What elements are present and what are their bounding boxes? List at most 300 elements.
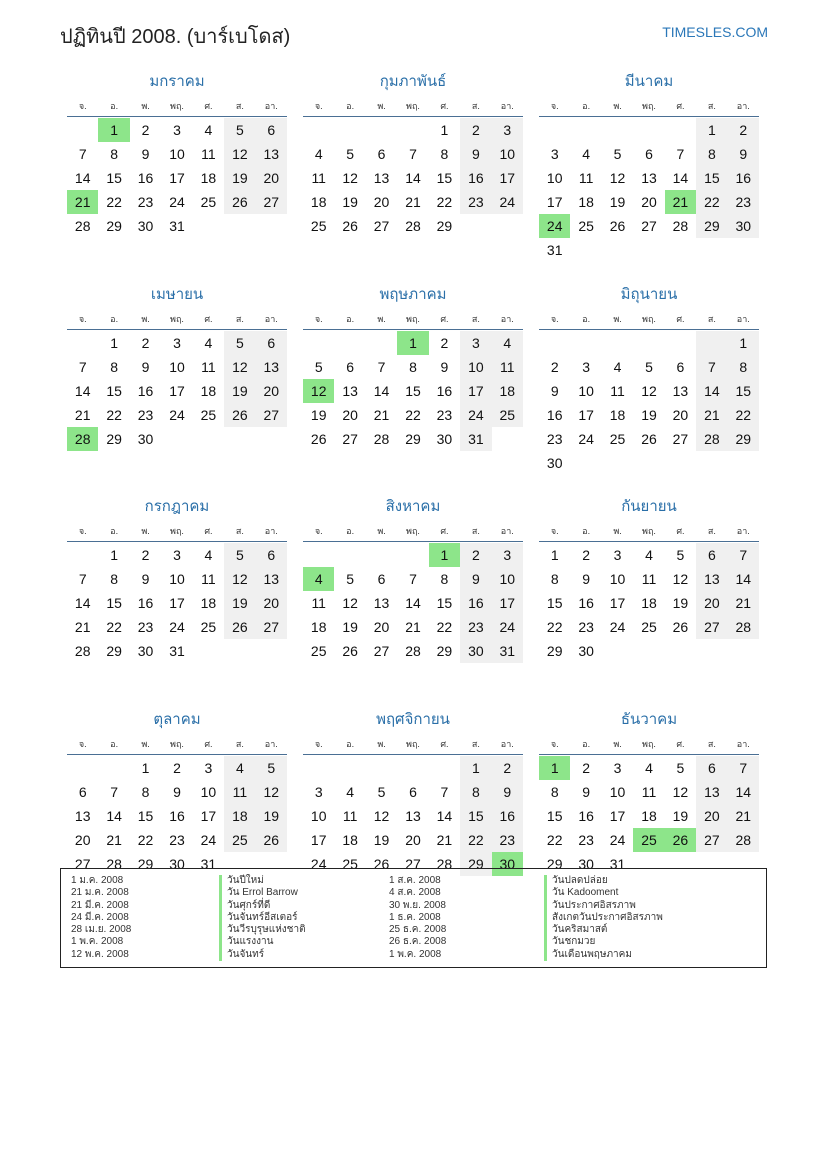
day-cell: 26 <box>342 218 358 234</box>
day-cell: 29 <box>106 430 122 447</box>
day-cell: 17 <box>310 831 327 848</box>
day-cell: 1 <box>460 756 491 780</box>
day-cell: 19 <box>672 595 689 611</box>
day-cell: 6 <box>256 118 287 142</box>
day-cell: 16 <box>546 406 563 423</box>
weekday-label: ส. <box>235 526 244 536</box>
day-cell: 29 <box>405 430 421 447</box>
day-cell: 22 <box>106 194 122 210</box>
day-cell: 4 <box>645 759 653 776</box>
weekday-label: อา. <box>736 313 750 324</box>
day-cell: 27 <box>342 430 358 447</box>
day-cell: 23 <box>460 190 491 214</box>
day-cell: 16 <box>492 804 523 828</box>
day-cell: 21 <box>74 619 91 635</box>
day-cell: 29 <box>728 427 759 451</box>
day-cell: 1 <box>397 331 428 355</box>
day-cell: 3 <box>613 547 622 563</box>
day-cell: 13 <box>74 807 91 824</box>
weekday-label: อา. <box>264 101 278 111</box>
weekday-label: จ. <box>78 526 87 536</box>
day-cell: 9 <box>582 571 591 587</box>
day-cell: 11 <box>201 571 216 587</box>
empty-cell <box>366 331 397 355</box>
day-cell: 30 <box>492 852 523 876</box>
holiday-name: วัน Errol Barrow <box>219 887 306 899</box>
day-cell: 13 <box>256 567 287 591</box>
month-block <box>67 68 287 281</box>
day-cell: 1 <box>98 118 129 142</box>
day-cell: 22 <box>436 619 453 635</box>
day-cell: 11 <box>641 783 657 800</box>
day-cell: 26 <box>641 430 657 447</box>
day-cell: 30 <box>436 430 453 447</box>
day-cell: 31 <box>546 242 563 258</box>
day-cell: 20 <box>696 591 727 615</box>
day-cell: 8 <box>728 355 759 379</box>
weekday-header <box>303 96 523 117</box>
weekday-label: พฤ. <box>170 313 184 324</box>
empty-cell <box>67 756 98 780</box>
day-cell: 25 <box>609 430 626 447</box>
day-cell: 23 <box>578 831 594 848</box>
holiday-date: 21 มี.ค. 2008 <box>71 899 129 911</box>
day-cell: 7 <box>409 571 417 587</box>
empty-cell <box>303 543 334 567</box>
holiday-name: วันแรงงาน <box>219 936 306 948</box>
day-cell: 19 <box>310 406 327 423</box>
day-cell: 5 <box>676 759 685 776</box>
weekday-header <box>67 309 287 330</box>
month-name: ตุลาคม <box>153 710 201 728</box>
day-cell: 3 <box>460 331 491 355</box>
month-name: มีนาคม <box>624 73 674 90</box>
day-cell: 21 <box>696 403 727 427</box>
month-name: สิงหาคม <box>385 498 441 515</box>
day-cell: 22 <box>728 403 759 427</box>
day-cell: 13 <box>696 780 727 804</box>
holiday-date: 24 มี.ค. 2008 <box>71 911 129 923</box>
empty-cell <box>696 331 727 355</box>
weekday-label: พ. <box>141 738 150 749</box>
month-name: มกราคม <box>149 73 205 90</box>
weekday-header <box>539 309 759 330</box>
day-cell: 5 <box>613 146 622 162</box>
day-cell: 20 <box>672 406 689 423</box>
weekday-label: จ. <box>78 738 87 749</box>
day-cell: 24 <box>169 619 185 635</box>
day-cell: 31 <box>169 218 185 234</box>
day-cell: 27 <box>672 430 689 447</box>
day-cell: 16 <box>436 382 453 399</box>
day-cell: 31 <box>200 855 217 872</box>
day-cell: 29 <box>436 643 453 659</box>
day-cell: 1 <box>429 543 460 567</box>
weekday-label: ส. <box>707 313 716 324</box>
day-cell: 20 <box>696 804 727 828</box>
day-cell: 9 <box>550 382 559 399</box>
weekday-label: พฤ. <box>642 101 656 111</box>
day-cell: 12 <box>224 355 255 379</box>
weekday-label: พฤ. <box>406 526 420 536</box>
months-grid <box>67 68 760 918</box>
day-cell: 11 <box>578 170 594 186</box>
day-cell: 17 <box>578 406 594 423</box>
month-block <box>303 281 523 494</box>
day-cell: 12 <box>342 595 358 611</box>
weekday-label: พ. <box>613 738 622 749</box>
day-cell: 30 <box>728 214 759 238</box>
empty-cell <box>334 331 365 355</box>
day-grid <box>67 543 287 663</box>
day-cell: 21 <box>405 619 421 635</box>
day-cell: 9 <box>460 567 491 591</box>
day-cell: 19 <box>224 379 255 403</box>
day-cell: 2 <box>141 122 150 138</box>
weekday-label: ศ. <box>204 101 213 111</box>
weekday-header <box>67 521 287 542</box>
weekday-label: จ. <box>550 101 559 111</box>
day-cell: 27 <box>373 643 390 659</box>
weekday-label: พ. <box>377 101 386 111</box>
day-cell: 21 <box>106 831 122 848</box>
day-cell: 28 <box>74 643 91 659</box>
day-cell: 26 <box>224 403 255 427</box>
day-cell: 12 <box>224 567 255 591</box>
day-cell: 27 <box>256 615 287 639</box>
empty-cell <box>570 331 601 355</box>
day-cell: 6 <box>645 146 653 162</box>
weekday-label: พฤ. <box>170 526 184 536</box>
day-cell: 30 <box>578 855 594 872</box>
day-cell: 5 <box>645 358 653 375</box>
holiday-date: 1 พ.ค. 2008 <box>389 948 442 960</box>
weekday-label: พ. <box>377 738 386 749</box>
month-name: เมษายน <box>150 285 204 303</box>
day-cell: 8 <box>141 783 150 800</box>
day-cell: 10 <box>460 355 491 379</box>
day-cell: 25 <box>200 619 217 635</box>
holiday-name: วันเดือนพฤษภาคม <box>544 949 663 961</box>
weekday-label: ส. <box>471 101 480 111</box>
day-cell: 24 <box>492 615 523 639</box>
day-cell: 11 <box>224 780 255 804</box>
holiday-list <box>60 868 767 968</box>
empty-cell <box>366 756 397 780</box>
day-cell: 5 <box>224 543 255 567</box>
empty-cell <box>98 756 129 780</box>
empty-cell <box>303 118 334 142</box>
day-cell: 24 <box>609 619 626 635</box>
weekday-label: อา. <box>264 526 278 536</box>
weekday-label: พ. <box>613 101 622 111</box>
day-grid <box>67 331 287 451</box>
day-cell: 4 <box>204 547 213 563</box>
day-cell: 3 <box>550 146 559 162</box>
day-grid <box>539 756 759 876</box>
day-cell: 6 <box>377 571 386 587</box>
day-cell: 28 <box>67 427 98 451</box>
day-cell: 2 <box>728 118 759 142</box>
day-cell: 18 <box>641 595 657 611</box>
day-cell: 3 <box>613 759 622 776</box>
day-cell: 20 <box>256 166 287 190</box>
day-cell: 28 <box>672 218 689 234</box>
weekday-label: พ. <box>141 101 150 111</box>
weekday-label: พฤ. <box>642 738 656 749</box>
day-cell: 23 <box>546 430 563 447</box>
day-cell: 30 <box>169 855 185 872</box>
day-cell: 24 <box>169 194 185 210</box>
day-cell: 31 <box>492 639 523 663</box>
day-cell: 10 <box>578 382 594 399</box>
day-grid <box>539 331 759 475</box>
day-cell: 17 <box>200 807 217 824</box>
holiday-date: 1 ส.ค. 2008 <box>389 875 441 886</box>
day-cell: 25 <box>578 218 594 234</box>
day-cell: 12 <box>672 571 689 587</box>
weekday-label: อา. <box>736 738 750 749</box>
day-cell: 25 <box>224 828 255 852</box>
day-cell: 13 <box>342 382 358 399</box>
weekday-label: อา. <box>264 313 278 324</box>
day-cell: 24 <box>460 403 491 427</box>
day-cell: 4 <box>303 567 334 591</box>
holiday-date: 28 เม.ย. 2008 <box>71 924 132 936</box>
day-cell: 2 <box>460 543 491 567</box>
day-cell: 4 <box>204 122 213 138</box>
day-cell: 14 <box>436 807 453 824</box>
empty-cell <box>334 756 365 780</box>
weekday-label: อ. <box>582 101 591 111</box>
weekday-label: อ. <box>346 526 355 536</box>
day-cell: 3 <box>314 783 323 800</box>
day-cell: 10 <box>609 783 626 800</box>
day-cell: 1 <box>728 331 759 355</box>
day-cell: 29 <box>436 218 453 234</box>
empty-cell <box>539 331 570 355</box>
day-cell: 7 <box>728 543 759 567</box>
day-cell: 28 <box>373 430 390 447</box>
weekday-label: ศ. <box>440 526 449 536</box>
day-cell: 3 <box>582 358 591 375</box>
day-cell: 18 <box>310 194 327 210</box>
day-cell: 22 <box>106 619 122 635</box>
day-cell: 18 <box>224 804 255 828</box>
day-cell: 5 <box>346 146 355 162</box>
day-cell: 6 <box>409 783 417 800</box>
day-cell: 31 <box>460 427 491 451</box>
weekday-label: จ. <box>550 313 559 324</box>
day-cell: 8 <box>110 358 119 375</box>
day-cell: 26 <box>256 828 287 852</box>
day-cell: 25 <box>310 218 327 234</box>
weekday-label: ส. <box>235 738 244 749</box>
day-cell: 12 <box>373 807 390 824</box>
day-cell: 21 <box>728 591 759 615</box>
day-grid <box>539 118 759 262</box>
weekday-header <box>539 521 759 542</box>
day-cell: 2 <box>582 547 591 563</box>
weekday-label: อา. <box>500 738 514 749</box>
day-cell: 15 <box>106 595 122 611</box>
day-cell: 7 <box>78 146 87 162</box>
day-cell: 1 <box>141 759 150 776</box>
day-cell: 3 <box>492 118 523 142</box>
day-cell: 7 <box>377 358 386 375</box>
empty-cell <box>67 543 98 567</box>
day-cell: 29 <box>106 643 122 659</box>
day-cell: 5 <box>346 571 355 587</box>
empty-cell <box>602 118 633 142</box>
day-cell: 4 <box>314 146 323 162</box>
month-block <box>303 68 523 281</box>
weekday-label: ศ. <box>204 738 213 749</box>
day-cell: 17 <box>169 170 185 186</box>
day-cell: 15 <box>460 804 491 828</box>
day-cell: 16 <box>728 166 759 190</box>
day-cell: 20 <box>256 379 287 403</box>
weekday-label: ส. <box>707 738 716 749</box>
day-cell: 6 <box>696 543 727 567</box>
day-cell: 11 <box>201 146 216 162</box>
day-cell: 14 <box>672 170 689 186</box>
weekday-label: อา. <box>736 526 750 536</box>
day-cell: 2 <box>492 756 523 780</box>
day-cell: 26 <box>665 828 696 852</box>
day-cell: 17 <box>169 595 185 611</box>
day-grid <box>67 756 287 876</box>
day-cell: 4 <box>645 547 653 563</box>
weekday-label: ศ. <box>440 738 449 749</box>
day-cell: 23 <box>137 619 154 635</box>
day-cell: 10 <box>492 567 523 591</box>
day-cell: 10 <box>169 571 185 587</box>
weekday-header <box>67 96 287 117</box>
day-cell: 9 <box>173 783 181 800</box>
day-cell: 13 <box>373 170 390 186</box>
day-cell: 25 <box>310 643 327 659</box>
weekday-label: จ. <box>78 313 87 324</box>
day-cell: 17 <box>460 379 491 403</box>
day-cell: 18 <box>200 382 217 399</box>
holiday-name: สังเกตวันประกาศอิสรภาพ <box>544 912 663 924</box>
day-cell: 13 <box>672 382 689 399</box>
day-cell: 24 <box>609 831 626 848</box>
day-cell: 4 <box>492 331 523 355</box>
weekday-header <box>303 309 523 330</box>
holiday-date: 4 ส.ค. 2008 <box>389 887 441 899</box>
site-link[interactable]: TIMESLES.COM <box>662 24 768 40</box>
day-cell: 14 <box>405 170 421 186</box>
day-cell: 2 <box>141 547 150 563</box>
day-grid <box>303 331 523 451</box>
day-cell: 27 <box>641 218 657 234</box>
day-grid <box>303 543 523 663</box>
day-cell: 1 <box>440 122 449 138</box>
day-cell: 15 <box>436 595 453 611</box>
day-cell: 6 <box>377 146 386 162</box>
day-cell: 13 <box>696 567 727 591</box>
holiday-date: 1 ม.ค. 2008 <box>71 875 124 886</box>
day-cell: 10 <box>169 358 185 375</box>
day-cell: 28 <box>696 427 727 451</box>
day-cell: 28 <box>405 643 421 659</box>
day-cell: 11 <box>641 571 657 587</box>
day-cell: 19 <box>609 194 626 210</box>
day-cell: 18 <box>342 831 358 848</box>
day-cell: 18 <box>310 619 327 635</box>
month-block <box>67 493 287 706</box>
holiday-name: วันจันทร์อีสเตอร์ <box>219 912 306 924</box>
day-cell: 28 <box>106 855 122 872</box>
day-cell: 25 <box>200 194 217 210</box>
day-cell: 24 <box>578 430 594 447</box>
day-cell: 21 <box>436 831 453 848</box>
day-cell: 14 <box>74 595 91 611</box>
day-cell: 5 <box>377 783 386 800</box>
page-title: ปฏิทินปี 2008. (บาร์เบโดส) <box>60 26 291 48</box>
day-cell: 28 <box>728 615 759 639</box>
day-cell: 19 <box>256 804 287 828</box>
day-cell: 4 <box>204 334 213 351</box>
day-cell: 19 <box>373 831 390 848</box>
day-cell: 26 <box>224 615 255 639</box>
day-cell: 18 <box>641 807 657 824</box>
day-cell: 8 <box>696 142 727 166</box>
day-cell: 30 <box>546 454 563 471</box>
weekday-label: อา. <box>500 101 514 111</box>
day-cell: 8 <box>110 146 119 162</box>
day-cell: 19 <box>342 619 358 635</box>
day-cell: 23 <box>492 828 523 852</box>
empty-cell <box>334 118 365 142</box>
day-cell: 26 <box>609 218 626 234</box>
day-cell: 17 <box>546 194 563 210</box>
day-cell: 15 <box>728 379 759 403</box>
weekday-label: พฤ. <box>406 313 420 324</box>
day-cell: 20 <box>74 831 91 848</box>
weekday-label: พ. <box>377 526 386 536</box>
holiday-date: 12 พ.ค. 2008 <box>71 948 129 960</box>
day-cell: 4 <box>346 783 355 800</box>
day-cell: 10 <box>609 571 626 587</box>
day-grid <box>303 118 523 238</box>
day-cell: 11 <box>492 355 523 379</box>
day-cell: 17 <box>492 591 523 615</box>
weekday-label: พฤ. <box>170 738 184 749</box>
day-cell: 27 <box>696 615 727 639</box>
day-cell: 3 <box>204 759 213 776</box>
day-cell: 15 <box>106 382 122 399</box>
empty-cell <box>602 331 633 355</box>
day-cell: 30 <box>137 218 154 234</box>
weekday-label: ศ. <box>204 313 213 324</box>
day-cell: 28 <box>728 828 759 852</box>
day-cell: 11 <box>610 382 625 399</box>
empty-cell <box>570 118 601 142</box>
weekday-label: อ. <box>110 313 119 324</box>
weekday-header <box>303 734 523 755</box>
day-cell: 2 <box>550 358 559 375</box>
empty-cell <box>397 118 428 142</box>
empty-cell <box>67 118 98 142</box>
day-cell: 5 <box>676 547 685 563</box>
weekday-header <box>539 734 759 755</box>
day-cell: 23 <box>460 615 491 639</box>
day-cell: 21 <box>665 190 696 214</box>
day-cell: 7 <box>78 358 87 375</box>
